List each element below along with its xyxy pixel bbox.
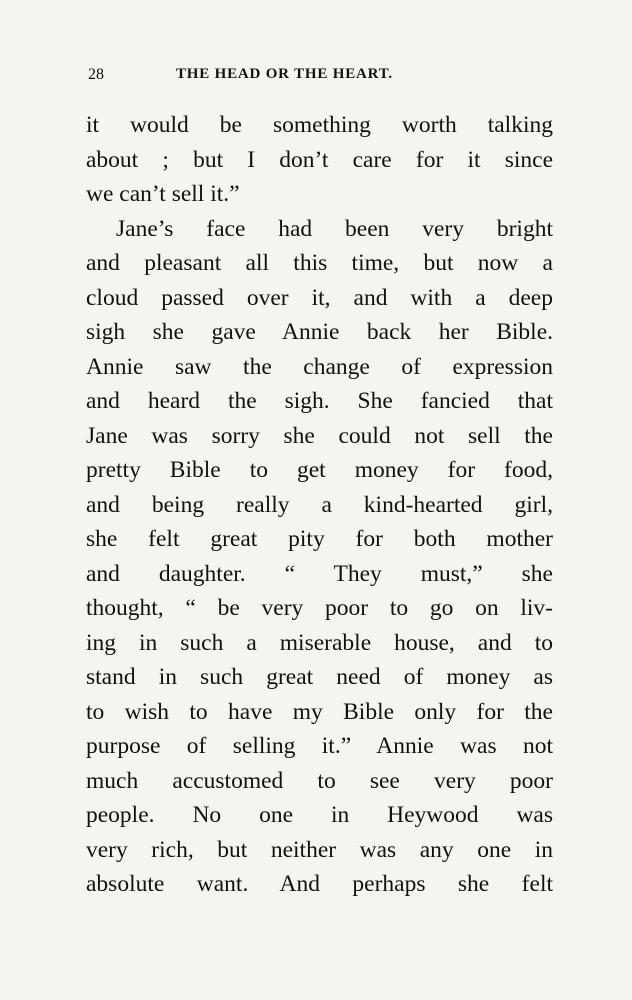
text-line: about ; but I don’t care for it since [86,146,553,173]
text-line: stand in such great need of money as [86,664,553,690]
text-line: Jane was sorry she could not sell the [86,422,553,449]
text-line: and heard the sigh. She fancied that [86,388,553,414]
text-line: absolute want. And perhaps she felt [86,871,553,897]
text-line: sigh she gave Annie back her Bible. [86,319,553,345]
text-line: pretty Bible to get money for food, [86,457,553,483]
text-line: much accustomed to see very poor [86,767,553,794]
text-line: and daughter. “ They must,” she [86,560,553,587]
body-text [86,108,553,902]
text-line: very rich, but neither was any one in [86,836,553,863]
text-line: she felt great pity for both mother [86,526,553,552]
text-line: Jane’s face had been very bright [116,215,553,242]
page-number: 28 [88,66,104,83]
text-line: it would be something worth talking [86,112,553,138]
text-line: to wish to have my Bible only for the [86,698,553,725]
text-line: purpose of selling it.” Annie was not [86,733,553,759]
text-line: and being really a kind-hearted girl, [86,491,553,518]
text-line: thought, “ be very poor to go on liv- [86,595,553,621]
running-head: THE HEAD OR THE HEART. [176,66,393,82]
text-line: cloud passed over it, and with a deep [86,284,553,311]
text-line: we can’t sell it.” [86,181,240,207]
text-line: Annie saw the change of expression [86,353,553,380]
text-line: and pleasant all this time, but now a [86,250,553,276]
text-line: ing in such a miserable house, and to [86,629,553,656]
page-header [88,66,558,90]
text-line: people. No one in Heywood was [86,802,553,828]
